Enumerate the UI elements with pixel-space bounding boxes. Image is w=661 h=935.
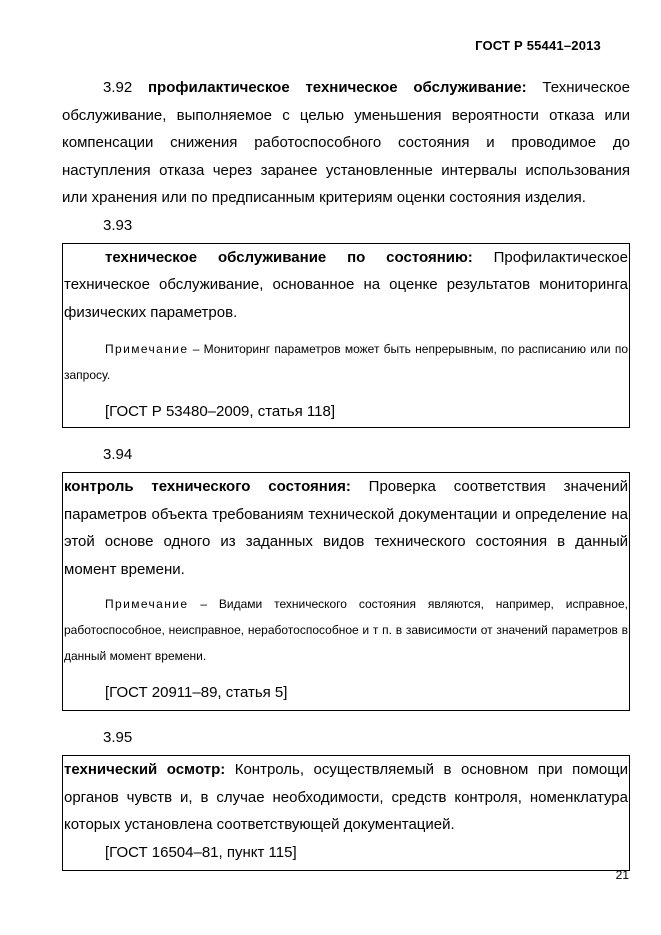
entry-definition: Проверка соответствия значений параметров объекта требованиям технической документации и определение на этой основе одного из заданных видов технического состояния в данный момент времени. bbox=[64, 478, 629, 578]
entry-term: технический осмотр: bbox=[64, 761, 226, 778]
entry-term: профилактическое техническое обслуживание: bbox=[147, 79, 527, 96]
entry-3-92 bbox=[62, 74, 630, 212]
entry-note bbox=[64, 591, 628, 669]
entry-note bbox=[64, 336, 628, 388]
entry-box-3-94 bbox=[62, 472, 630, 711]
entry-number: 3.92 bbox=[103, 79, 133, 96]
entry-box-3-95 bbox=[62, 755, 630, 871]
entry-number: 3.95 bbox=[103, 729, 133, 746]
entry-number: 3.93 bbox=[103, 216, 133, 234]
entry-source: [ГОСТ 20911–89, статья 5] bbox=[105, 684, 288, 701]
entry-3-95-definition bbox=[64, 756, 628, 839]
entry-definition: Техническое обслуживание, выполняемое с целью уменьшения вероятности отказа или компенсации снижения работоспособного состояния и проводимое до наступления отказа через заранее установленные интервалы использования или хранения или по предписанным критериям оценки состояния изделия. bbox=[62, 79, 630, 206]
entry-number: 3.94 bbox=[103, 446, 133, 463]
entry-box-3-93 bbox=[62, 243, 630, 429]
note-label: Примечание bbox=[105, 597, 189, 611]
entry-term: техническое обслуживание по состоянию: bbox=[105, 248, 473, 266]
entry-definition: Контроль, осуществляемый в основном при помощи органов чувств и, в случае необходимости, средств контроля, номенклатура которых установлена соответствующей документацией. bbox=[64, 761, 628, 833]
note-label: Примечание bbox=[105, 342, 189, 356]
entry-source: [ГОСТ 16504–81, пункт 115] bbox=[105, 843, 297, 861]
note-text: – Мониторинг параметров может быть непрерывным, по расписанию или по запросу. bbox=[64, 342, 628, 382]
entry-source: [ГОСТ Р 53480–2009, статья 118] bbox=[105, 403, 335, 420]
entry-3-93-definition bbox=[64, 244, 628, 327]
entry-definition: Профилактическое техническое обслуживание, основанное на оценке результатов мониторинга физических параметров. bbox=[64, 248, 628, 321]
page-number: 21 bbox=[615, 868, 629, 882]
document-body bbox=[62, 74, 630, 871]
entry-term: контроль технического состояния: bbox=[64, 478, 351, 495]
entry-3-94-definition bbox=[64, 473, 628, 583]
document-header: ГОСТ Р 55441–2013 bbox=[475, 38, 601, 53]
note-text: – Видами технического состояния являются, например, исправное, работоспособное, неисправное, неработоспособное и т п. в зависимости от значений параметров в данный момент времени. bbox=[64, 597, 628, 663]
